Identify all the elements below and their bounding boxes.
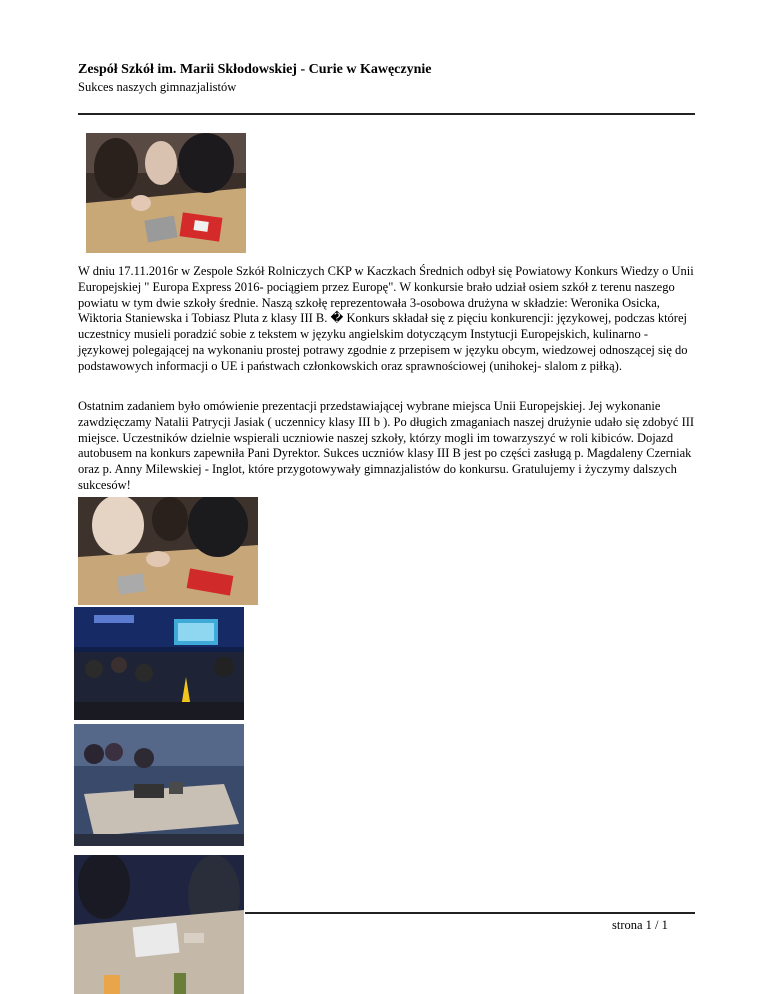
photo-team-working[interactable] bbox=[78, 497, 258, 605]
school-name: Zespół Szkół im. Marii Skłodowskiej - Curie w Kawęczynie bbox=[78, 62, 432, 77]
photo-auditorium-presentation[interactable] bbox=[74, 607, 244, 720]
photo-students-at-table[interactable] bbox=[86, 133, 246, 253]
header-divider bbox=[78, 113, 695, 115]
article-title: Sukces naszych gimnazjalistów bbox=[78, 80, 237, 94]
article-paragraph-2: Ostatnim zadaniem było omówienie prezentacji przedstawiającej wybrane miejsca Unii Europejskiej. Jej wykonanie zawdzięczamy Natalii Patrycji Jasiak ( uczennicy klasy III b ). Po długich zmaganiach naszej drużynie udało się zdobyć III miejsce. Uczestników dzielnie wspierali uczniowie naszej szkoły, którzy mogli im towarzyszyć w roli kibiców. Dojazd autobusem na konkurs zapewniła Pani Dyrektor. Sukces uczniów klasy III B jest po części zasługą p. Magdaleny Czerniak oraz p. Anny Milewskiej - Inglot, które przygotowywały gimnazjalistów do konkursu. Gratulujemy i życzymy dalszych sukcesów! bbox=[78, 399, 695, 492]
photo-classroom-tables[interactable] bbox=[74, 724, 244, 846]
footer-divider bbox=[245, 912, 695, 914]
article-paragraph-1: W dniu 17.11.2016r w Zespole Szkół Rolniczych CKP w Kaczkach Średnich odbył się Powiatowy Konkurs Wiedzy o Unii Europejskiej " Europa Express 2016- pociągiem przez Europę". W konkursie brało udział osiem szkół z terenu naszego powiatu w tym dwie szkoły średnie. Naszą szkołę reprezentowała 3-osobowa drużyna w składzie: Weronika Osicka, Wiktoria Staniewska i Tobiasz Pluta z klasy III B. � Konkurs składał się z pięciu konkurencji: językowej, podczas której uczestnicy musieli poradzić sobie z tekstem w języku angielskim dotyczącym Instytucji Europejskich, kulinarno - językowej polegającej na wykonaniu prostej potrawy zgodnie z przepisem w języku obcym, wiedzowej odnoszącej się do podstawowych informacji o UE i państwach członkowskich oraz sprawnościowej (unihokej- slalom z piłką). bbox=[78, 264, 694, 373]
page-number: strona 1 / 1 bbox=[612, 918, 668, 932]
photo-table-closeup[interactable] bbox=[74, 855, 244, 994]
